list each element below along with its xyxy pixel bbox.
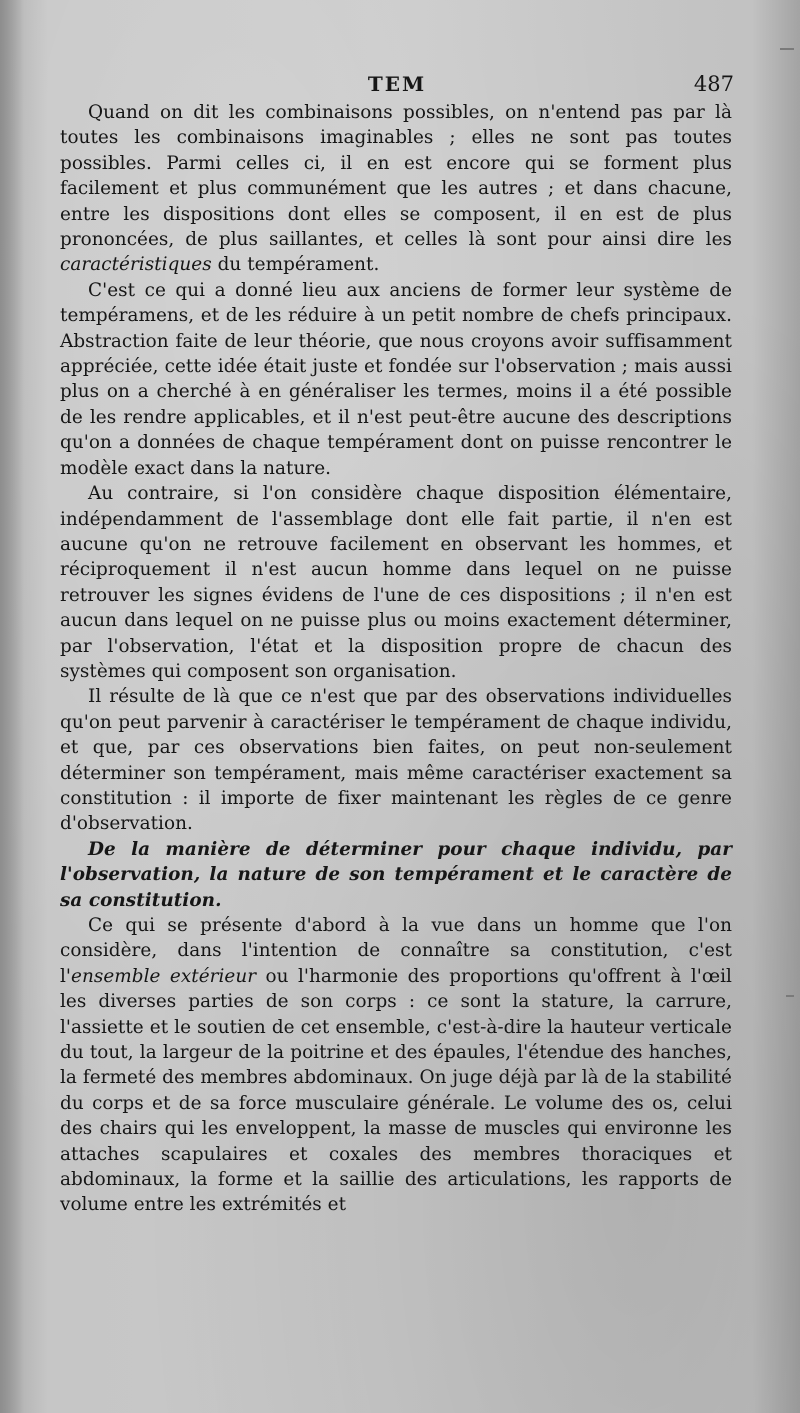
page-header bbox=[60, 72, 734, 102]
emphasis-ensemble-exterieur: ensemble extérieur bbox=[71, 965, 257, 987]
edge-mark bbox=[786, 995, 794, 997]
paragraph-6-text: Ce qui se présente d'abord à la vue dans un homme que l'on considère, dans l'intention de connaître sa constitution, c'est l' bbox=[60, 915, 732, 987]
paragraph-1-end: du tempérament. bbox=[211, 254, 380, 276]
page-number: 487 bbox=[693, 72, 734, 96]
section-heading: De la manière de déterminer pour chaque individu, par l'observation, la nature de son tempérament et le caractère de sa constitution. bbox=[60, 838, 732, 911]
running-head: TEM bbox=[367, 72, 427, 96]
paragraph-4: Il résulte de là que ce n'est que par des observations individuelles qu'on peut parvenir à caractériser le tempérament de chaque individu, et que, par ces observations bien faites, on peut non-seulement déterminer son tempérament, mais même caractériser exactement sa constitution : il importe de fixer maintenant les règles de ce genre d'observation. bbox=[60, 686, 732, 835]
body-text bbox=[60, 100, 732, 1218]
paragraph-2: C'est ce qui a donné lieu aux anciens de former leur système de tempéramens, et de les réduire à un petit nombre de chefs principaux. Abstraction faite de leur théorie, que nous croyons avoir suffisamment appréciée, cette idée était juste et fondée sur l'observation ; mais aussi plus on a cherché à en généraliser les termes, moins il a été possible de les rendre applicables, et il n'est peut-être aucune des descriptions qu'on a données de chaque tempérament dont on puisse rencontrer le modèle exact dans la nature. bbox=[60, 279, 732, 479]
edge-mark bbox=[780, 48, 794, 50]
paragraph-6-end: ou l'harmonie des proportions qu'offrent à l'œil les diverses parties de son corps : ce sont la stature, la carrure, l'assiette et le soutien de cet ensemble, c'est-à-dire la hauteur verticale du tout, la largeur de la poitrine et des épaules, l'étendue des hanches, la fermeté des membres abdominaux. On juge déjà par là de la stabilité du corps et de sa force musculaire générale. Le volume des os, celui des chairs qui les enveloppent, la masse de muscles qui environne les attaches scapulaires et coxales des membres thoraciques et abdominaux, la forme et la saillie des articulations, les rapports de volume entre les extrémités et bbox=[60, 965, 732, 1216]
paragraph-3: Au contraire, si l'on considère chaque disposition élémentaire, indépendamment de l'assemblage dont elle fait partie, il n'en est aucune qu'on ne retrouve facilement en observant les hommes, et réciproquement il n'est aucun homme dans lequel on ne puisse retrouver les signes évidens de l'une de ces dispositions ; il n'en est aucun dans lequel on ne puisse plus ou moins exactement déterminer, par l'observation, l'état et la disposition propre de chacun des systèmes qui composent son organisation. bbox=[60, 483, 732, 682]
emphasis-caracteristiques: caractéristiques bbox=[60, 254, 212, 276]
page-shadow bbox=[0, 0, 24, 1413]
paragraph-6 bbox=[60, 913, 732, 1218]
paragraph-1 bbox=[60, 100, 732, 278]
paragraph-1-text: Quand on dit les combinaisons possibles, on n'entend pas par là toutes les combinaisons imaginables ; elles ne sont pas toutes possibles. Parmi celles ci, il en est encore qui se forment plus facilement et plus communément que les autres ; et dans chacune, entre les dispositions dont elles se composent, il en est de plus prononcées, de plus saillantes, et celles là sont pour ainsi dire les bbox=[60, 102, 732, 251]
